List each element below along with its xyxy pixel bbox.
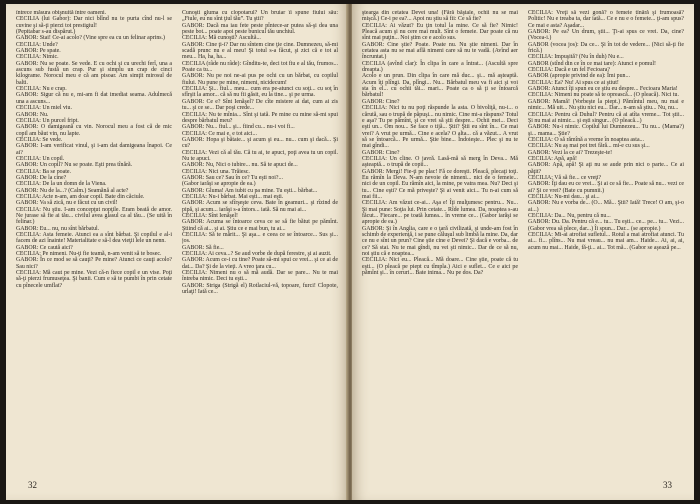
dialogue-line: GABOR: Acum ce-i cu tine? Poate să-mi spui ce vrei... şi ce ai de dat... Da? Şi de la vieţi. A vreo ţara cu...	[182, 257, 338, 270]
left-column-1	[16, 10, 172, 470]
dialogue-line: CECILIA: Nu-mi dau... şi ai...	[528, 193, 600, 200]
dialogue-line: GABOR (vocea jos): Da ce... Şi în tot de vedere... (Nici să-ţi fie frică.)	[528, 41, 684, 55]
dialogue-line: GABOR: O damigeană cu vin. Norocul meu a fost că de mic copil am băut vin, nu lapte.	[16, 124, 172, 137]
dialogue-line: CECILIA: Nimic.	[16, 54, 59, 61]
page-number-left: 32	[28, 480, 37, 490]
dialogue-line: GABOR: Cine?	[362, 149, 400, 156]
dialogue-line: CECILIA: Asta femeie. Atunci ea a sînt bărbat. Şi copilul e al-i facem de azi înainte! Materialitate e să-l dea vieţii lele un nenn.	[16, 232, 172, 245]
dialogue-line: GABOR: De la cine?	[16, 174, 67, 181]
dialogue-line: CECILIA: Mă cunoşti? Ascultă...	[182, 35, 261, 42]
dialogue-line: CECILIA: De la un domn de la Viena.	[16, 181, 107, 188]
dialogue-line: CECILIA: Ba se poate.	[16, 168, 71, 175]
page-number-right: 33	[663, 480, 672, 490]
dialogue-line: CECILIA: Un miel viu.	[16, 105, 72, 112]
dialogue-line: CECILIA: Vreţi să vezi gonă? o femeie tînără şi frumoasă? Politic! Nu e treaba ta, dar iată... Ce e nu e o femeie... ţi-am spus? Ce mai e asta? Aşadar...	[528, 10, 684, 29]
dialogue-line: CECILIA: Mi-ai atrofiat sufletul... Rotul a mai atrofiat atunci. Tu ai... fi... plîns... Nu mai vreau... nu mai am... Haide... Ai, ai, ai, acum nu mai... Haide, fă-ţi... ai... Tot mă... (Gabor se aşează pe...	[528, 232, 684, 251]
dialogue-line: CECILIA: Şi... fiul... meu... cum era pe-atunci cu soţi... cu soţ în sfîrşit la amor... că să nu fii găsit, eu la tine... şi pe urma.	[182, 86, 338, 99]
dialogue-line: GABOR: Gluma! Am iubit cu pa mine. Tu eşti... bărbat...	[182, 187, 318, 194]
dialogue-line: GABOR: Cine ţi-i? Dar nu sîntem cine ţie cine. Dumnezeu, să-mi scadă prunc nu e al meu! Şi totul s-a făcut, şi zici că e tot al meu... Ha, ha, ha...	[182, 41, 338, 61]
dialogue-line: GABOR (stînd din ce în ce mai tare): Atunci e pomul!	[528, 60, 656, 67]
dialogue-line: CECILIA: Nici una. Trăiesc.	[182, 168, 250, 175]
dialogue-line: GABOR: Hopa şi bătaie... şi acum şi eu... nu... cum şi dacă... Şi cu?	[182, 136, 338, 150]
dialogue-line: GABOR: Nu pe noi ne-ai pus pe ochi cu un bărbat, cu copilul fiului. Nu pune pe mine, nimeni, nicidecum!	[182, 73, 338, 86]
dialogue-line: GABOR: Atunci îţi spun eu ce ştiu eu despre... Fecioara Maria!	[528, 86, 678, 93]
dialogue-line: GABOR: Cine?	[362, 98, 400, 105]
dialogue-line: GABOR: Ce e? Sînt Ienăşel? De cîte mistere ai dat, cum ai zis tu... şi ce se... Dar poşi crede...	[182, 98, 338, 112]
open-book	[6, 4, 694, 500]
dialogue-line: CECILIA: Am văzut ce-ai... Aşa e! Îţi mulţumesc pentru... Nu... Şi mai pune: Soţia lui. Prin cetate... Rîde lumea. Da, noaptea s-au făcut... Fiecare... pe toată lumea... în vreme ce... (Gabor iarăşi se apropie de ea.)	[362, 200, 518, 226]
left-column-2	[182, 10, 338, 470]
dialogue-line: CECILIA: Mă caut pe mine. Vezi că-n fiece copil e un vise. Poţi să-ţi pierzi frumuseţea. Şi banii. Cum e să te pumbi în prin cetate cu pînecele umflat?	[16, 270, 172, 289]
dialogue-line: GABOR: Să fie...	[182, 244, 224, 251]
dialogue-line: GABOR: Acum se sfîrşeşte ceva. Bate în geamuri... şi rîzind de pipă, şi acum... iarăşi s-a întors... iată. Să nu mai ai...	[182, 200, 338, 213]
dialogue-line: CECILIA: Ea? Nu! Ai spus ce ai ştiut!	[528, 79, 619, 86]
dialogue-line: GABOR: Un copil? Nu se poate. Eşti prea tînără.	[16, 162, 133, 169]
dialogue-line: CECILIA: Sînt Ienăşel!	[182, 213, 238, 219]
dialogue-line: GABOR: Cine ştie? Poate. Poate nu. Nu ştie nimeni. Dar în cetatea asta nu se mai află nimeni care să nu te vadă. (Avînd aer încruntat.)	[362, 41, 518, 61]
dialogue-line: GABOR: Mergi! Fie-ţi pe plac! Fă ce doreşti. Pleacă, plecaţi toţi. Eu rămîn la Deva. N-am nevoie de nimeni... nici de o femeie... nici de un copil. Eu rămîn aici, la mine, pe vatra mea. Nu? Deci şi tu... Cine eşti? Ce mă priveşte? Şi ai venit aici... Tu n-ai cum să mai fii...	[362, 168, 518, 200]
dialogue-line: GABOR: Şi în Anglia, care e o ţară civilizată, şi unde-am fost în schimb de experienţă, i se pune căluşul sub limbă la mine. Da, dar ce nu e sînt un prun? Cine ştie cine e Devei? Şi dacă e vorba... de ce? Să stai. Nu te mai gîndi, nu vei şti nimic... Dar de ce să nu, noi ştiu că e noaptea...	[362, 225, 518, 258]
dialogue-line: GABOR: Ce caută aici?	[16, 244, 73, 251]
dialogue-line: GABOR: Dacă ma iau fete peste pîntece-ar putea să-şi dea una peste bot... poate apoi peste bunicul tău unchiul.	[182, 22, 338, 36]
dialogue-line: GABOR: Nu, Nici o iubire... nu. Să te apuci de...	[182, 162, 298, 169]
dialogue-line: CECILIA (lui Gabor): Dar nici blînd nu te purta cînd nu-l se cuvine şi să-ţi pierzi tot prestigiul!	[16, 16, 172, 29]
dialogue-line: Acolo e un prun. Din clipa în care mă duc... şi... mă aşteaptă. Acum îţi plîngi. Da, plîngi... Nu... Bărbatul meu va fi aici şi voi sta în el... cu ochii tăi... mari... Poate ca o să ţi se întoarcă bărbatul!	[362, 73, 518, 99]
dialogue-line: CECILIA: Da... Nu, pentru că nu...	[528, 213, 611, 219]
dialogue-line: GABOR: Eu... nu, nu sînt bărbatul.	[16, 225, 100, 232]
dialogue-line: CECILIA: Nu ştiu. I-am concepţut nopţile. Eram beată de amor. Ne jurase să fie ai tău... civilul avea glasul ca al tău... (Se uită în felinar.)	[16, 206, 172, 226]
dialogue-line: Cunoşti gluma cu clopotarul? Un bruiar îi spune fiului său: „Fiule, eu nu sînt ţiul tău”. Tu ştii?	[182, 10, 338, 23]
dialogue-line: CECILIA: Se vede.	[16, 136, 63, 143]
dialogue-line: GABOR: Pe spate.	[16, 48, 61, 55]
dialogue-line: CECILIA: Să te mărit... Şi aşa... e ceea ce se întoarce... Sus şi... jos.	[182, 232, 338, 245]
dialogue-line: CECILIA: Unde?	[16, 41, 58, 48]
dialogue-line: CECILIA: Nimeni nu poate să te oprească... (O pleacă). Nici tu.	[528, 92, 679, 99]
dialogue-line: GABOR: Striga (Strigă el) Rotlaciul-vă, topoare, furci! Clopote, urlaţi! Iată ce...	[182, 282, 338, 296]
dialogue-line: CECILIA (râde nu râde): Gînditu-te, deci tot fiu e al tău, frumos... Poate ca tu...	[182, 60, 338, 74]
dialogue-line: GABOR: Îţi dau eu ce vrei... Şi ai ce să fie... Poate să nu... vezi ce ai? Şi ce vrei? (Bate cu pumnii.)	[528, 181, 684, 194]
dialogue-line: CECILIA: Vezi că al tău. Că tu ai, te apuci, poţi avea tu un copil. Nu te apuci.	[182, 149, 338, 162]
dialogue-line: GABOR: Acuma se întoarce ceva ce se să fie bătut pe pămînt. Ştiind că ai... şi ai. Ştiu ce e mai bun, tu ai...	[182, 219, 338, 232]
dialogue-line: (Pepitabar s-au dispărut.)	[16, 29, 76, 36]
dialogue-line: CECILIA: Nimeni nu o să mă audă. Dar se pare... Nu te mai întreba nimic. Deci tu eşti...	[182, 270, 338, 283]
dialogue-line: GABOR: Nu de la...? (Calm.) Seamănă al acte?	[16, 187, 129, 194]
right-column-2	[528, 10, 684, 470]
dialogue-line: CECILIA: Dacă e un fel Fecioara?	[528, 67, 610, 74]
dialogue-line: CECILIA: Pentru că Duhul? Pentru că ai atîta vreme... Tot ştii... Şi nu mai ai nimic... şi eşti singur... (O pleacă...)	[528, 111, 684, 124]
dialogue-line: CECILIA: Un copil.	[16, 155, 65, 162]
dialogue-line: GABOR: Nu... fiul... şi... fiind cu... nu-i voi fi...	[182, 124, 295, 131]
dialogue-line: CECILIA: Ai văzut? Eu ţin totul la mine. Ce să fie? Nimic! Pleacă acum şi nu cere mai mult. Sînt o femeie. Dar poate că nu sînt mai puţin... Noi ştim ce e acolo sus.	[362, 22, 518, 42]
dialogue-line: GABOR: Mamă! (Vorbeşte la piept.) Pămîntul meu, nu mai e nimic... Mă uit... Nu ştiu nici eu... Dar... n-am să ştiu... Nu, nu...	[528, 98, 684, 112]
dialogue-line: GABOR: Nu-i nimic. Copilul lui Dumnezeu... Tu nu... (Mama?) şi... mama... Ştie?	[528, 124, 684, 137]
left-page	[6, 4, 348, 500]
dialogue-line: CECILIA: Impuşită? (Nu în duh) Nu e...	[528, 54, 624, 61]
dialogue-line: ştearga din cetatea Devei una! (Fără băştale, ochii nu se mai mişcă.) Ce-i pe ea?... Apoi nu ştiu să fii: Ce să fie?	[362, 10, 518, 23]
dialogue-line: CECILIA: Ce mai e, e tot aici...	[182, 130, 257, 137]
dialogue-line: (Gabor iarăşi se apropie de ea.)	[182, 181, 256, 188]
dialogue-line: GABOR (apropie privind de ea): Îmi pun...	[528, 73, 630, 80]
dialogue-line: GABOR: În ce mod se să cauţi? Pe mine? Atunci ce cauţi acolo? Sau nici?	[16, 257, 172, 270]
dialogue-line: întrece măsura obişnuită între oameni.	[16, 10, 107, 16]
dialogue-line: CECILIA: Nu aş mai pot trei fără... mi-e cu sus şi...	[528, 143, 650, 150]
dialogue-line: GABOR: Stai! Ce-ai acolo? (Vine spre ea cu un felinar aprins.)	[16, 35, 165, 42]
dialogue-line: GABOR: Sigur că nu e, mi-am fi dat imediat seama. Adulmecă una a ascuns...	[16, 92, 172, 105]
dialogue-line: CECILIA: Nu e crap.	[16, 86, 67, 93]
dialogue-line: GABOR: Nu e vorba de... (O... Mă... Ştii? Iată! Trece! O am, şi-o ai...)	[528, 200, 684, 213]
dialogue-line: CECILIA: Nu-i bărbat. Mai eşti... mai eşti.	[182, 193, 284, 200]
dialogue-line: CECILIA (avînd clar): În clipa în care a întrat... (Ascultă spre dreapta.)	[362, 60, 518, 74]
dialogue-line: CECILIA: Ai ceva...? Se aud vorbe de după ferestre, şi ai auzit.	[182, 251, 332, 258]
dialogue-line: CECILIA: Nici eu... Pleacă... Mă doare... Cine ştie, poate că tu eşti... (O pleacă pe piept cu tîmpla.) Aici e suflet... Ce e aici pe pămînt şi... în ceruri... Bate inima... Nu pe dos. Da?	[362, 257, 518, 277]
dialogue-line: CECILIA: Pe nimeni. Nu-ţi fie teamă, n-am venit să te bosec.	[16, 251, 162, 258]
dialogue-line: GABOR: Vezi la ce ai? Trezeşte-te!	[528, 149, 613, 156]
dialogue-line: CECILIA: Nici tu nu poţi răspunde la asta. O bivoliţă, nu-i... o cărută, sau o trupă de păpuşi... nu nimic. Cine mi-a răspuns? Totul e aşa? Tu pe pămînt, şi ce vrei să ştii despre... Ochii mei... Deci eşti un... Om nou... Se face o tijă... Ştii? Ştii eu sînt în... Ce mai vrei? A vrut pe urmă... Cine e acela? O alta... că a văzut... A vrut să se întoarcă... Pe urmă... Ştie bine... Îndoieşte... Plec şi nu te mai gîndi...	[362, 105, 518, 150]
dialogue-line: CECILIA: Vă să fie... ce vreţi?	[528, 174, 602, 181]
right-column-1	[362, 10, 518, 470]
dialogue-line: GABOR: Pe ea? Un drum, ştii... Ţi-ai spus ce vrei. Da, cine? (Vocea-i.)	[528, 29, 684, 42]
dialogue-line: GABOR: Nu.	[16, 111, 49, 118]
right-page	[352, 4, 694, 500]
dialogue-line: GABOR: Nu se poate. Se vede. E cu ochi şi cu urechi ferî, una a ascuns sub fustă un crap. Pur şi simplu un crap de cinci kilograme. Norocul meu e că am pisoar. Am simţit mirosul de balti.	[16, 60, 172, 86]
dialogue-line: CECILIA: Acte n-am, am doar copil. Bate din căciule.	[16, 193, 145, 200]
dialogue-line: CECILIA: Nu te mînia... Sînt şi tată. Pe mine cu mine să-mi spui despre bărbatul meu?	[182, 111, 338, 124]
dialogue-line: GABOR: I-am verificat vinul, şi i-am dat damigeana înapoi. Ce ai?	[16, 143, 172, 156]
dialogue-line: CECILIA: Un purcel fript.	[16, 117, 79, 124]
dialogue-line: GABOR: Va să zică, nu e făcut cu un civil!	[16, 200, 118, 207]
dialogue-line: GABOR: Du. Da. Pentru că e... tu... Tu eşti... ce... pe... tu... Vezi... (Gabor vrea să plece, dar...) Îi spun... Dar... (se apropie.)	[528, 219, 684, 232]
dialogue-line: GABOR: Sau ce? Sau în ce? Tu eşti noi?...	[182, 174, 283, 181]
dialogue-line: CECILIA: O să rămînă a vreme în noaptea asta...	[528, 136, 644, 143]
dialogue-line: CECILIA: Un cline. O javră. Lasă-mă să merg în Deva... Mă aşteaptă... o trupă de copii...	[362, 155, 518, 169]
dialogue-line: CECILIA: Apă, apă!	[528, 155, 577, 162]
dialogue-line: GABOR: Apă, apă! Şi aţi nu se aude prin nici o parte... Ce ai păţit?	[528, 162, 684, 175]
